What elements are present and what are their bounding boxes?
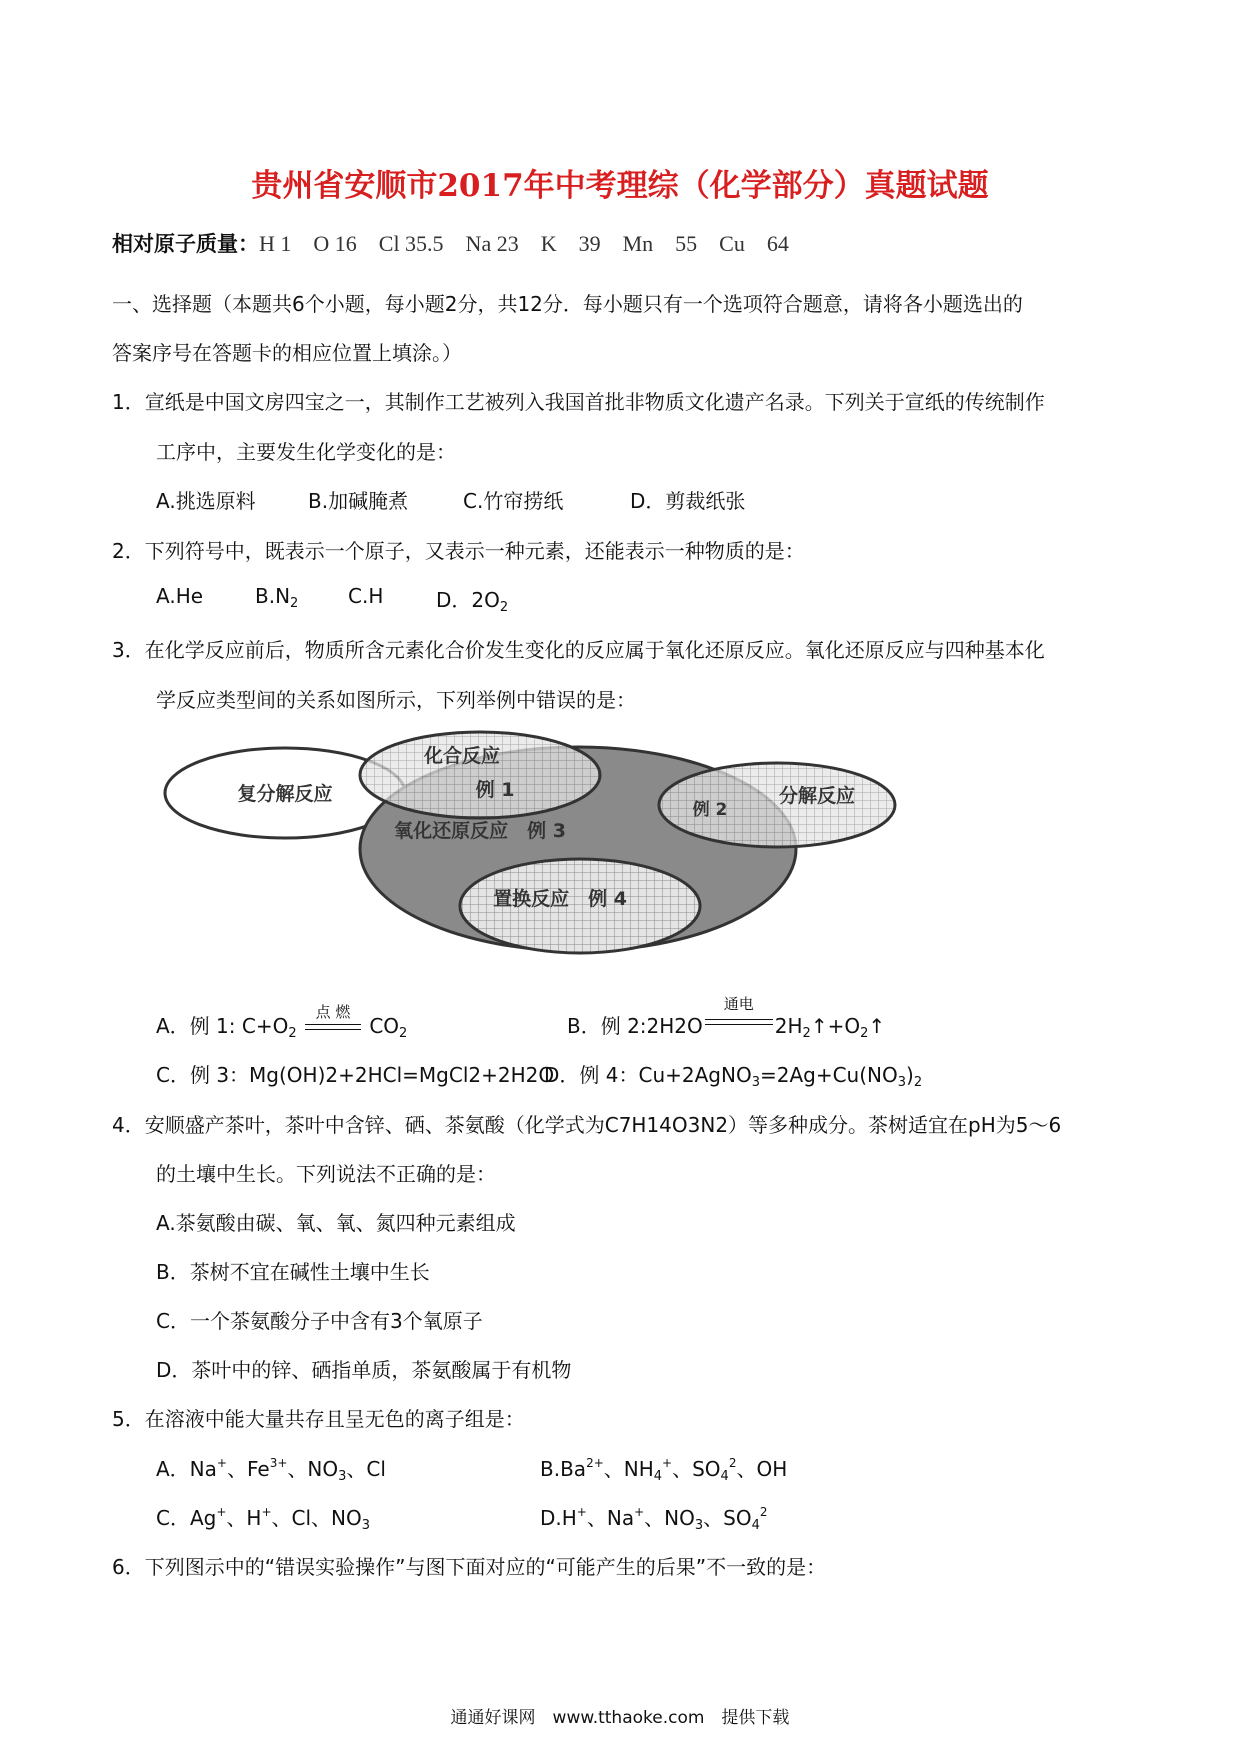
q5-d-b3: 3: [694, 1518, 704, 1533]
q5-b-t4: 、OH: [736, 1457, 788, 1481]
q5-a-t4: 、Cl: [346, 1457, 386, 1481]
q5-b-b2: 4: [653, 1469, 663, 1484]
q2-option-a: A.He: [156, 584, 204, 608]
q5-option-d: [540, 1502, 767, 1533]
q1-stem-line1: 1．宣纸是中国文房四宝之一，其制作工艺被列入我国首批非物质文化遗产名录。下列关于宣纸的传统制作: [112, 390, 1045, 414]
q2-option-c: C.H: [348, 584, 384, 608]
q5-d-s2: +: [634, 1505, 645, 1519]
q5-c-s1: +: [216, 1505, 227, 1519]
q1-option-a: A.挑选原料: [156, 489, 256, 513]
q3-b-condition-sign: [703, 995, 775, 1039]
q3-b-prod2-sub: 2: [860, 1026, 869, 1041]
redox-label: 氧化还原反应 例 3: [394, 820, 566, 842]
q5-option-a: [156, 1453, 386, 1484]
q5-d-t3: 、NO: [644, 1506, 695, 1530]
q3-d-sub3: 2: [913, 1075, 923, 1090]
q5-b-t2: 、NH: [603, 1457, 654, 1481]
q5-b-t1: B.Ba: [540, 1457, 587, 1481]
q3-b-prod1: 2H: [774, 1014, 803, 1038]
q5-a-b3: 3: [338, 1469, 347, 1484]
section1-line2: 答案序号在答题卡的相应位置上填涂。）: [112, 341, 462, 365]
q5-c-b3: 3: [361, 1518, 371, 1533]
q3-d-sub1: 3: [751, 1075, 760, 1090]
q5-a-t3: 、NO: [287, 1457, 339, 1481]
q5-d-t1: D.H: [540, 1506, 577, 1530]
q3-b-prod3: ↑: [868, 1014, 886, 1038]
fufenjie-label: 复分解反应: [237, 783, 333, 805]
q4-stem-line2: 的土壤中生长。下列说法不正确的是：: [156, 1162, 496, 1186]
q1-stem-line2: 工序中，主要发生化学变化的是：: [156, 440, 456, 464]
huahe-label: 化合反应: [423, 745, 501, 767]
q4-option-a: A.茶氨酸由碳、氧、氧、氮四种元素组成: [156, 1211, 516, 1235]
q2-option-b: [255, 584, 298, 611]
q3-b-condition: 通电: [723, 995, 754, 1013]
q3-d-mid: =2Ag+Cu(NO: [759, 1063, 898, 1087]
q1-option-d: D．剪裁纸张: [630, 489, 746, 513]
q3-option-b: [567, 995, 886, 1041]
q5-b-s3: 2: [728, 1456, 737, 1470]
atomic-mass-values: H 1 O 16 Cl 35.5 Na 23 K 39 Mn 55 Cu 64: [259, 231, 789, 256]
q3-a-product: CO: [369, 1014, 400, 1038]
q2-b-text: B.N: [255, 584, 291, 608]
q4-option-d: D．茶叶中的锌、硒指单质，茶氨酸属于有机物: [156, 1358, 572, 1382]
q2-d-sub: 2: [499, 600, 509, 615]
q3-b-prod2: ↑+O: [810, 1014, 861, 1038]
q5-b-s1: 2+: [586, 1456, 604, 1470]
q5-b-s2: +: [662, 1456, 673, 1470]
q5-c-t2: 、H: [226, 1506, 262, 1530]
q3-b-prod1-sub: 2: [802, 1026, 811, 1041]
q4-option-c: C．一个茶氨酸分子中含有3个氧原子: [156, 1309, 483, 1333]
q5-d-t2: 、Na: [586, 1506, 635, 1530]
q3-b-text: B．例 2:2H2O: [567, 1014, 703, 1038]
q2-b-sub: 2: [290, 596, 299, 611]
q2-d-text: D．2O: [436, 588, 500, 612]
q5-option-b: [540, 1453, 787, 1484]
q3-a-product-sub: 2: [399, 1026, 408, 1041]
q3-d-text: D．例 4：Cu+2AgNO: [544, 1063, 752, 1087]
q3-a-condition-sign: [303, 1003, 363, 1039]
q3-a-text: A．例 1: C+O: [156, 1014, 289, 1038]
q5-a-t1: A．Na: [156, 1457, 217, 1481]
atomic-mass-label: 相对原子质量：: [112, 232, 259, 256]
q3-a-sub: 2: [288, 1026, 297, 1041]
q4-option-b: B．茶树不宜在碱性土壤中生长: [156, 1260, 430, 1284]
q5-d-t4: 、SO: [703, 1506, 752, 1530]
fenjie-label: 分解反应: [778, 785, 856, 807]
reaction-venn-diagram: [150, 720, 910, 960]
q5-c-t3: 、Cl、NO: [271, 1506, 362, 1530]
q5-b-b3: 4: [720, 1469, 729, 1484]
q2-stem: 2．下列符号中，既表示一个原子，又表示一种元素，还能表示一种物质的是：: [112, 539, 805, 563]
q5-option-c: [156, 1502, 370, 1533]
q3-stem-line2: 学反应类型间的关系如图所示，下列举例中错误的是：: [156, 688, 636, 712]
q5-d-b4: 4: [751, 1518, 760, 1533]
q6-stem: 6．下列图示中的“错误实验操作”与图下面对应的“可能产生的后果”不一致的是：: [112, 1555, 827, 1579]
q3-option-a: [156, 1003, 408, 1041]
page-footer: 通通好课网 www.tthaoke.com 提供下载: [450, 1708, 790, 1728]
q5-a-s1: +: [216, 1456, 227, 1470]
q4-stem-line1: 4．安顺盛产茶叶，茶叶中含锌、硒、茶氨酸（化学式为C7H14O3N2）等多种成分。茶树适宜在pH为5～6: [112, 1113, 1062, 1137]
q1-option-b: B.加碱腌煮: [308, 489, 409, 513]
example1-label: 例 1: [475, 779, 515, 801]
atomic-mass-line: [112, 228, 789, 258]
q2-option-d: [436, 584, 508, 615]
q3-option-c: C．例 3：Mg(OH)2+2HCl=MgCl2+2H2O: [156, 1063, 555, 1087]
q1-option-c: C.竹帘捞纸: [463, 489, 564, 513]
q5-d-s1: +: [576, 1505, 587, 1519]
q5-stem: 5．在溶液中能大量共存且呈无色的离子组是：: [112, 1407, 525, 1431]
q5-a-t2: 、Fe: [226, 1457, 270, 1481]
q5-a-s2: 3+: [269, 1456, 288, 1470]
section1-line1: 一、选择题（本题共6个小题，每小题2分，共12分．每小题只有一个选项符合题意，请将各小题选出的: [112, 292, 1023, 316]
q5-b-t3: 、SO: [672, 1457, 721, 1481]
q3-option-d: [544, 1059, 922, 1090]
q5-c-t1: C．Ag: [156, 1506, 217, 1530]
page-title: 贵州省安顺市2017年中考理综（化学部分）真题试题: [251, 168, 989, 204]
q3-stem-line1: 3．在化学反应前后，物质所含元素化合价发生变化的反应属于氧化还原反应。氧化还原反应与四种基本化: [112, 638, 1045, 662]
q5-d-s4: 2: [759, 1505, 768, 1519]
zhihuan-label: 置换反应 例 4: [493, 888, 627, 910]
q3-d-sub2: 3: [897, 1075, 907, 1090]
q5-c-s2: +: [261, 1505, 272, 1519]
example2-label: 例 2: [692, 800, 728, 820]
q3-d-post: ): [906, 1063, 914, 1087]
q3-a-condition: 点 燃: [315, 1003, 351, 1021]
